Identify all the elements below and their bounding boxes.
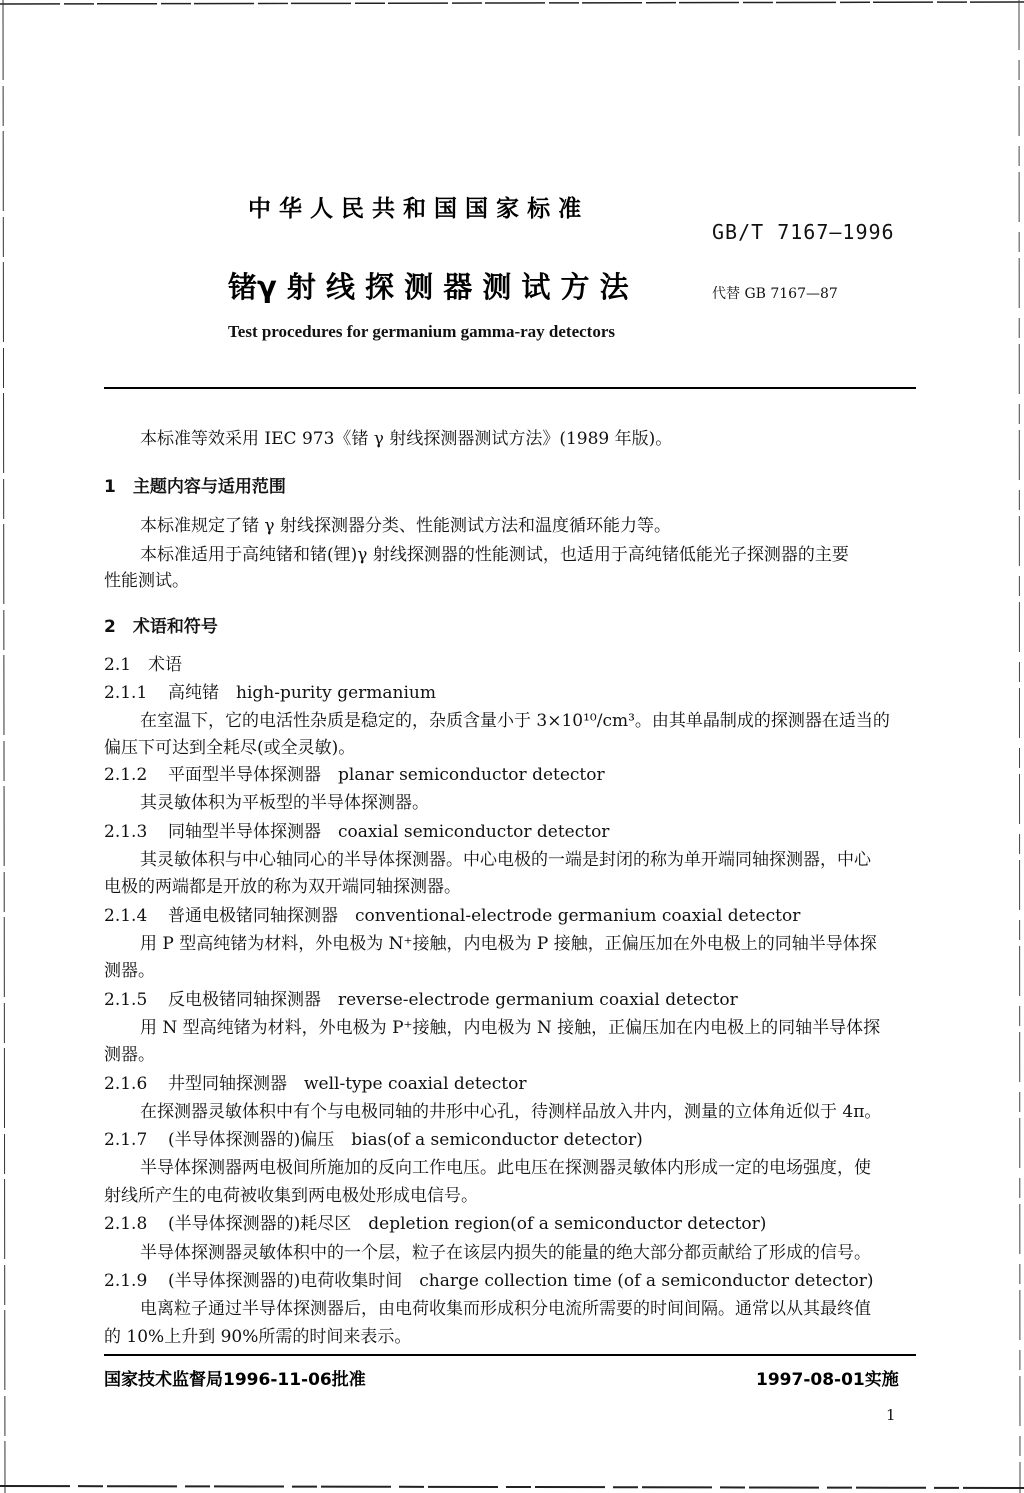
- term-2-1-2-number: 2.1.2: [104, 765, 148, 785]
- term-2-1-2-name: 平面型半导体探测器 planar semiconductor detector: [168, 765, 605, 785]
- term-2-1-4-definition-line-2: 测器。: [104, 961, 155, 981]
- term-2-1-8-definition-line-1: 半导体探测器灵敏体积中的一个层，粒子在该层内损失的能量的绝大部分都贡献给了形成的信号。: [140, 1243, 871, 1263]
- footer-rule: [104, 1354, 916, 1356]
- section-1-heading: 1 主题内容与适用范围: [104, 477, 286, 497]
- header-rule: [104, 387, 916, 389]
- term-2-1-8-number: 2.1.8: [104, 1214, 148, 1234]
- term-2-1-7-number: 2.1.7: [104, 1130, 148, 1150]
- term-2-1-7-definition-line-2: 射线所产生的电荷被收集到两电极处形成电信号。: [104, 1186, 478, 1206]
- section-1-paragraph-2-line-1: 本标准适用于高纯锗和锗(锂)γ 射线探测器的性能测试，也适用于高纯锗低能光子探测器的主要: [140, 545, 849, 565]
- term-2-1-1-number: 2.1.1: [104, 683, 148, 703]
- term-2-1-6-definition-line-1: 在探测器灵敏体积中有个与电极同轴的井形中心孔，待测样品放入井内，测量的立体角近似于 4π。: [140, 1102, 882, 1122]
- term-2-1-5-definition-line-2: 测器。: [104, 1045, 155, 1065]
- subsection-2-1-heading: 2.1 术语: [104, 655, 183, 675]
- term-2-1-4-definition-line-1: 用 P 型高纯锗为材料，外电极为 N⁺接触，内电极为 P 接触，正偏压加在外电极上的同轴半导体探: [140, 934, 877, 954]
- intro-paragraph: 本标准等效采用 IEC 973《锗 γ 射线探测器测试方法》(1989 年版)。: [140, 429, 673, 449]
- section-2-heading: 2 术语和符号: [104, 617, 218, 637]
- section-1-paragraph-2-line-2: 性能测试。: [104, 571, 189, 591]
- term-2-1-9-definition-line-2: 的 10%上升到 90%所需的时间来表示。: [104, 1327, 412, 1347]
- term-2-1-5-name: 反电极锗同轴探测器 reverse-electrode germanium coaxial detector: [168, 990, 738, 1010]
- english-title: Test procedures for germanium gamma-ray detectors: [228, 322, 615, 341]
- document-title: 锗γ 射 线 探 测 器 测 试 方 法: [228, 270, 629, 304]
- approval-line: 国家技术监督局1996-11-06批准: [104, 1370, 366, 1390]
- term-2-1-4-number: 2.1.4: [104, 906, 148, 926]
- term-2-1-5-number: 2.1.5: [104, 990, 148, 1010]
- term-2-1-8-name: (半导体探测器的)耗尽区 depletion region(of a semiconductor detector): [168, 1214, 767, 1234]
- term-2-1-6-number: 2.1.6: [104, 1074, 148, 1094]
- term-2-1-7-name: (半导体探测器的)偏压 bias(of a semiconductor detector): [168, 1130, 643, 1150]
- term-2-1-1-definition-line-1: 在室温下，它的电活性杂质是稳定的，杂质含量小于 3×10¹⁰/cm³。由其单晶制成的探测器在适当的: [140, 711, 890, 731]
- effective-date: 1997-08-01实施: [756, 1370, 899, 1390]
- term-2-1-9-name: (半导体探测器的)电荷收集时间 charge collection time (of a semiconductor detector): [168, 1271, 874, 1291]
- term-2-1-6-name: 井型同轴探测器 well-type coaxial detector: [168, 1074, 527, 1094]
- term-2-1-3-name: 同轴型半导体探测器 coaxial semiconductor detector: [168, 822, 610, 842]
- term-2-1-1-definition-line-2: 偏压下可达到全耗尽(或全灵敏)。: [104, 738, 356, 758]
- term-2-1-9-definition-line-1: 电离粒子通过半导体探测器后，由电荷收集而形成积分电流所需要的时间间隔。通常以从其最终值: [140, 1299, 871, 1319]
- term-2-1-3-definition-line-2: 电极的两端都是开放的称为双开端同轴探测器。: [104, 877, 461, 897]
- term-2-1-7-definition-line-1: 半导体探测器两电极间所施加的反向工作电压。此电压在探测器灵敏体内形成一定的电场强度，使: [140, 1158, 871, 1178]
- term-2-1-4-name: 普通电极锗同轴探测器 conventional-electrode germanium coaxial detector: [168, 906, 801, 926]
- term-2-1-2-definition-line-1: 其灵敏体积为平板型的半导体探测器。: [140, 793, 429, 813]
- standard-number: GB/T 7167—1996: [712, 220, 895, 244]
- section-1-paragraph-1: 本标准规定了锗 γ 射线探测器分类、性能测试方法和温度循环能力等。: [140, 516, 671, 536]
- replaces-note: 代替 GB 7167—87: [712, 286, 838, 302]
- page-number: 1: [886, 1406, 896, 1424]
- org-title: 中 华 人 民 共 和 国 国 家 标 准: [248, 196, 582, 222]
- term-2-1-1-name: 高纯锗 high-purity germanium: [168, 683, 436, 703]
- term-2-1-3-number: 2.1.3: [104, 822, 148, 842]
- term-2-1-5-definition-line-1: 用 N 型高纯锗为材料，外电极为 P⁺接触，内电极为 N 接触，正偏压加在内电极上的同轴半导体探: [140, 1018, 881, 1038]
- term-2-1-9-number: 2.1.9: [104, 1271, 148, 1291]
- term-2-1-3-definition-line-1: 其灵敏体积与中心轴同心的半导体探测器。中心电极的一端是封闭的称为单开端同轴探测器，中心: [140, 850, 871, 870]
